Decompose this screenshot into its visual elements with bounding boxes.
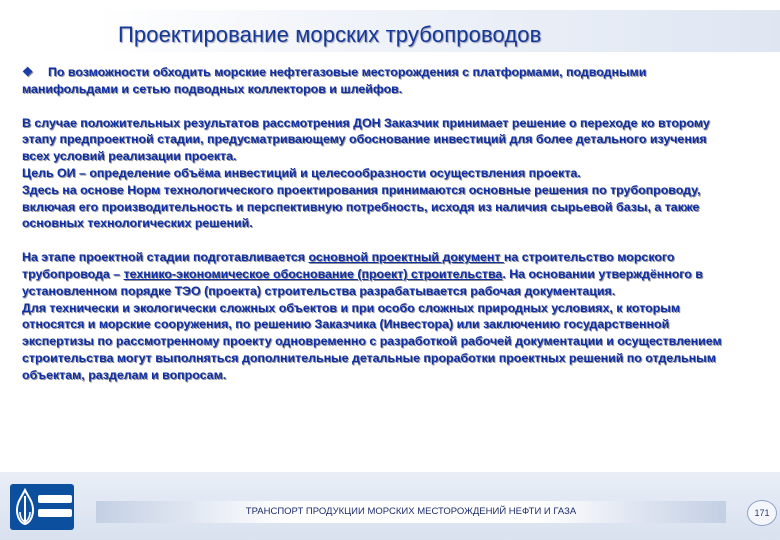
- gazprom-logo: [10, 484, 74, 530]
- paragraph-5-part-3: . На основании утверждённого в установленном порядке ТЭО (проекта) строительства разрабатывается рабочая документация.: [22, 266, 703, 298]
- slide-body: [22, 64, 728, 384]
- paragraph-6: Для технически и экологически сложных объектов и при особо сложных природных условиях, к которым относятся и морские сооружения, по решению Заказчика (Инвестора) или заключению государственной экспертизы по рассмотренному проекту одновременно с разработкой рабочей документации и осуществлением строительства могут выполняться дополнительные детальные проработки проектных решений по отдельным объектам, разделам и вопросам.: [22, 300, 722, 382]
- feasibility-study-link[interactable]: технико-экономическое обоснование (проект) строительства: [123, 266, 503, 281]
- paragraph-4: Здесь на основе Норм технологического проектирования принимаются основные решения по трубопроводу, включая его производительность и перспективную потребность, исходя из наличия сырьевой базы, а также основных технологических решений.: [22, 182, 701, 231]
- paragraph-gap: [22, 232, 728, 249]
- paragraph-5: [22, 249, 728, 299]
- footer-caption: ТРАНСПОРТ ПРОДУКЦИИ МОРСКИХ МЕСТОРОЖДЕНИЙ НЕФТИ И ГАЗА: [245, 506, 577, 517]
- paragraph-3: Цель ОИ – определение объёма инвестиций и целесообразности осуществления проекта.: [22, 165, 581, 180]
- paragraph-1: По возможности обходить морские нефтегазовые месторождения с платформами, подводными манифольдами и сетью подводных коллекторов и шлейфов.: [22, 65, 647, 96]
- bullet-paragraph: [22, 64, 728, 98]
- paragraph-5-part-1: На этапе проектной стадии подготавливается: [22, 250, 309, 265]
- main-project-document-link[interactable]: основной проектный документ: [308, 250, 504, 265]
- diamond-bullet-icon: ❖: [22, 65, 34, 79]
- logo-wordmark-line-1: [38, 495, 72, 503]
- paragraph-2: В случае положительных результатов рассмотрения ДОН Заказчик принимает решение о переходе ко второму этапу предпроектной стадии, предусматривающему обоснование инвестиций для более детального изучения всех условий реализации проекта.: [22, 115, 710, 164]
- paragraph-5-part-2: на строительство морского трубопровода –: [22, 250, 675, 281]
- flame-icon: [14, 488, 36, 526]
- slide-title: Проектирование морских трубопроводов: [118, 22, 542, 47]
- paragraph-gap: [22, 98, 728, 115]
- logo-wordmark-line-2: [38, 509, 72, 517]
- page-number: 171: [747, 500, 777, 526]
